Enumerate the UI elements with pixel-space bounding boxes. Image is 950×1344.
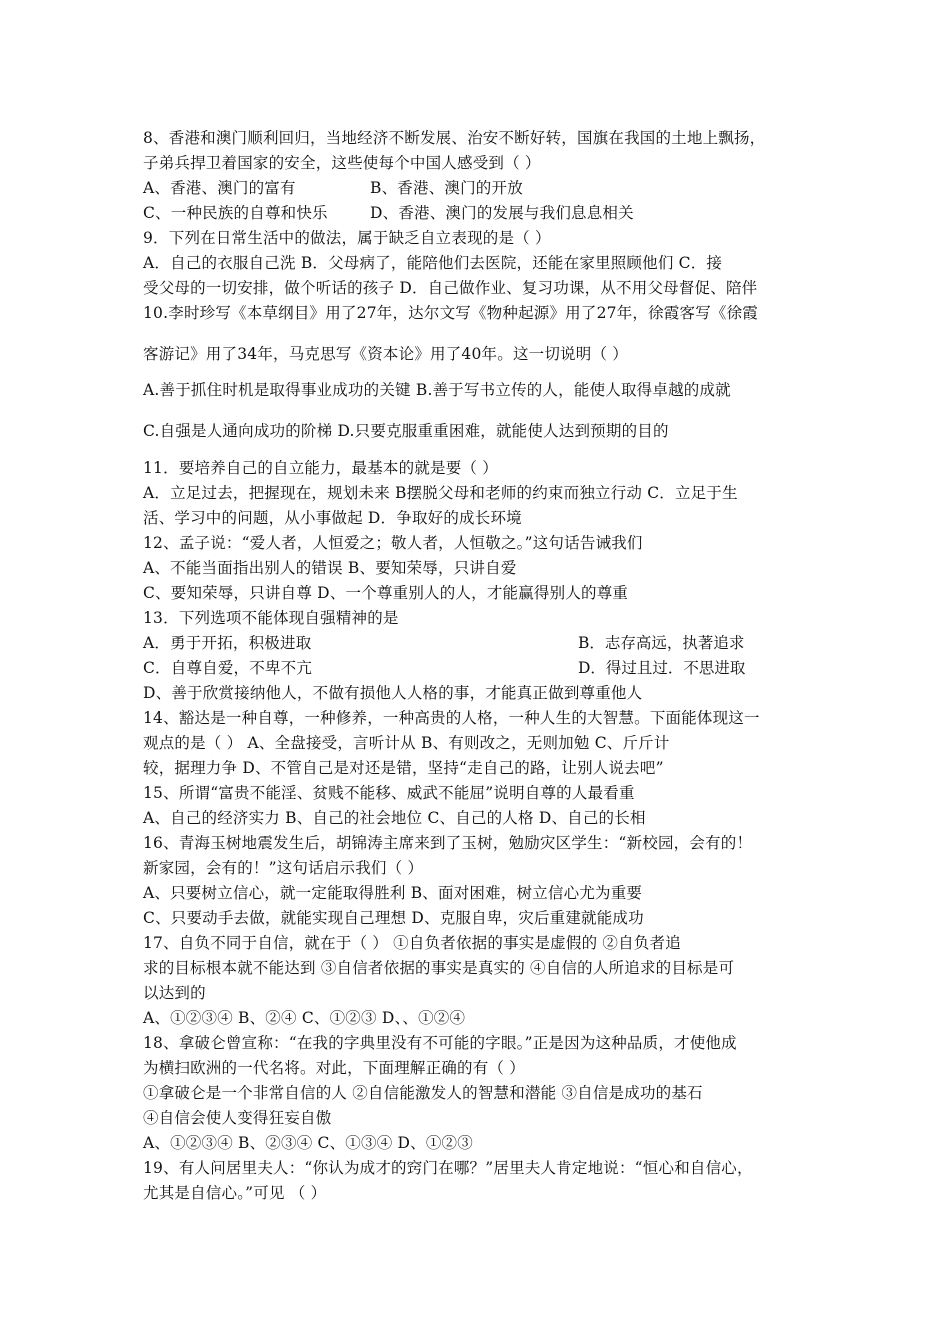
q18-line2: 为横扫欧洲的一代名将。对此，下面理解正确的有（ ）	[143, 1059, 525, 1077]
q12-options-line2: C、要知荣辱，只讲自尊 D、一个尊重别人的人，才能赢得别人的尊重	[143, 584, 629, 602]
q13-options-ab	[143, 633, 311, 653]
q8-option-c: C、一种民族的自尊和快乐	[143, 204, 328, 222]
q8-options-ab	[143, 178, 523, 198]
q8-options-cd	[143, 203, 634, 223]
q10-options-line2: C.自强是人通向成功的阶梯 D.只要克服重重困难，就能使人达到预期的目的	[143, 422, 669, 440]
q9-stem: 9．下列在日常生活中的做法，属于缺乏自立表现的是（ ）	[143, 229, 551, 247]
q8-stem-line1: 8、香港和澳门顺利回归，当地经济不断发展、治安不断好转，国旗在我国的土地上飘扬，	[143, 129, 766, 147]
q17-options: A、①②③④ B、②④ C、①②③ D、、①②④	[143, 1009, 466, 1027]
q16-stem-line2: 新家园，会有的！”这句话启示我们（ ）	[143, 859, 424, 877]
q13-option-b: B．志存高远，执著追求	[578, 634, 745, 652]
q13-option-a: A．勇于开拓，积极进取	[143, 634, 312, 652]
q18-options: A、①②③④ B、②③④ C、①③④ D、①②③	[143, 1134, 473, 1152]
q11-stem: 11．要培养自己的自立能力，最基本的就是要（ ）	[143, 459, 498, 477]
q8-option-d: D、香港、澳门的发展与我们息息相关	[370, 204, 634, 222]
q8-stem-line2: 子弟兵捍卫着国家的安全，这些使每个中国人感受到（ ）	[143, 154, 541, 172]
q8-option-a: A、香港、澳门的富有	[143, 179, 296, 197]
q18-line4: ④自信会使人变得狂妄自傲	[143, 1109, 332, 1127]
q12-stem: 12、孟子说：“爱人者，人恒爱之；敬人者，人恒敬之。”这句话告诫我们	[143, 534, 643, 552]
q15-stem: 15、所谓“富贵不能淫、贫贱不能移、威武不能屈”说明自尊的人最看重	[143, 784, 635, 802]
q16-options-line1: A、只要树立信心，就一定能取得胜利 B、面对困难，树立信心尤为重要	[143, 884, 643, 902]
q10-stem-line2: 客游记》用了34年，马克思写《资本论》用了40年。这一切说明（ ）	[143, 345, 628, 363]
q16-stem-line1: 16、青海玉树地震发生后，胡锦涛主席来到了玉树，勉励灾区学生：“新校园，会有的！	[143, 834, 753, 852]
q17-line2: 求的目标根本就不能达到 ③自信者依据的事实是真实的 ④自信的人所追求的目标是可	[143, 959, 735, 977]
q10-options-line1: A.善于抓住时机是取得事业成功的关键 B.善于写书立传的人，能使人取得卓越的成就	[143, 381, 731, 399]
q16-options-line2: C、只要动手去做，就能实现自己理想 D、克服自卑，灾后重建就能成功	[143, 909, 644, 927]
q15-options: A、自己的经济实力 B、自己的社会地位 C、自己的人格 D、自己的长相	[143, 809, 646, 827]
q11-options-line1: A．立足过去，把握现在，规划未来 B摆脱父母和老师的约束而独立行动 C．立足于生	[143, 484, 738, 502]
q19-line2: 尤其是自信心。”可见 （ ）	[143, 1184, 327, 1202]
q17-line3: 以达到的	[143, 984, 206, 1002]
q14-line2: 观点的是（ ） A、全盘接受，言听计从 B、有则改之，无则加勉 C、斤斤计	[143, 734, 670, 752]
q13-stem: 13．下列选项不能体现自强精神的是	[143, 609, 399, 627]
q17-line1: 17、自负不同于自信，就在于（ ） ①自负者依据的事实是虚假的 ②自负者追	[143, 934, 681, 952]
q18-line3: ①拿破仑是一个非常自信的人 ②自信能激发人的智慧和潜能 ③自信是成功的基石	[143, 1084, 703, 1102]
q12-options-line1: A、不能当面指出别人的错误 B、要知荣辱，只讲自爱	[143, 559, 517, 577]
q9-options-line2: 受父母的一切安排，做个听话的孩子 D．自己做作业、复习功课，从不用父母督促、陪伴	[143, 279, 758, 297]
q10-stem-line1: 10.李时珍写《本草纲目》用了27年，达尔文写《物种起源》用了27年，徐霞客写《徐霞	[143, 304, 758, 322]
q14-line1: 14、豁达是一种自尊，一种修养，一种高贵的人格，一种人生的大智慧。下面能体现这一	[143, 709, 760, 727]
q19-line1: 19、有人问居里夫人：“你认为成才的窍门在哪？”居里夫人肯定地说：“恒心和自信心，	[143, 1159, 753, 1177]
q13-option-d: D．得过且过．不思进取	[578, 659, 746, 677]
q13-option-c: C．自尊自爱，不卑不亢	[143, 659, 313, 677]
q13-options-cd	[143, 658, 312, 678]
q9-options-line1: A．自己的衣服自己洗 B．父母病了，能陪他们去医院，还能在家里照顾他们 C．接	[143, 254, 723, 272]
q14-line3: 较，据理力争 D、不管自己是对还是错，坚持“走自己的路，让别人说去吧”	[143, 759, 664, 777]
q18-line1: 18、拿破仑曾宣称：“在我的字典里没有不可能的字眼。”正是因为这种品质，才使他成	[143, 1034, 737, 1052]
q8-option-b: B、香港、澳门的开放	[370, 179, 523, 197]
q13-extra-line: D、善于欣赏接纳他人，不做有损他人人格的事，才能真正做到尊重他人	[143, 684, 643, 702]
q11-options-line2: 活、学习中的问题，从小事做起 D．争取好的成长环境	[143, 509, 522, 527]
